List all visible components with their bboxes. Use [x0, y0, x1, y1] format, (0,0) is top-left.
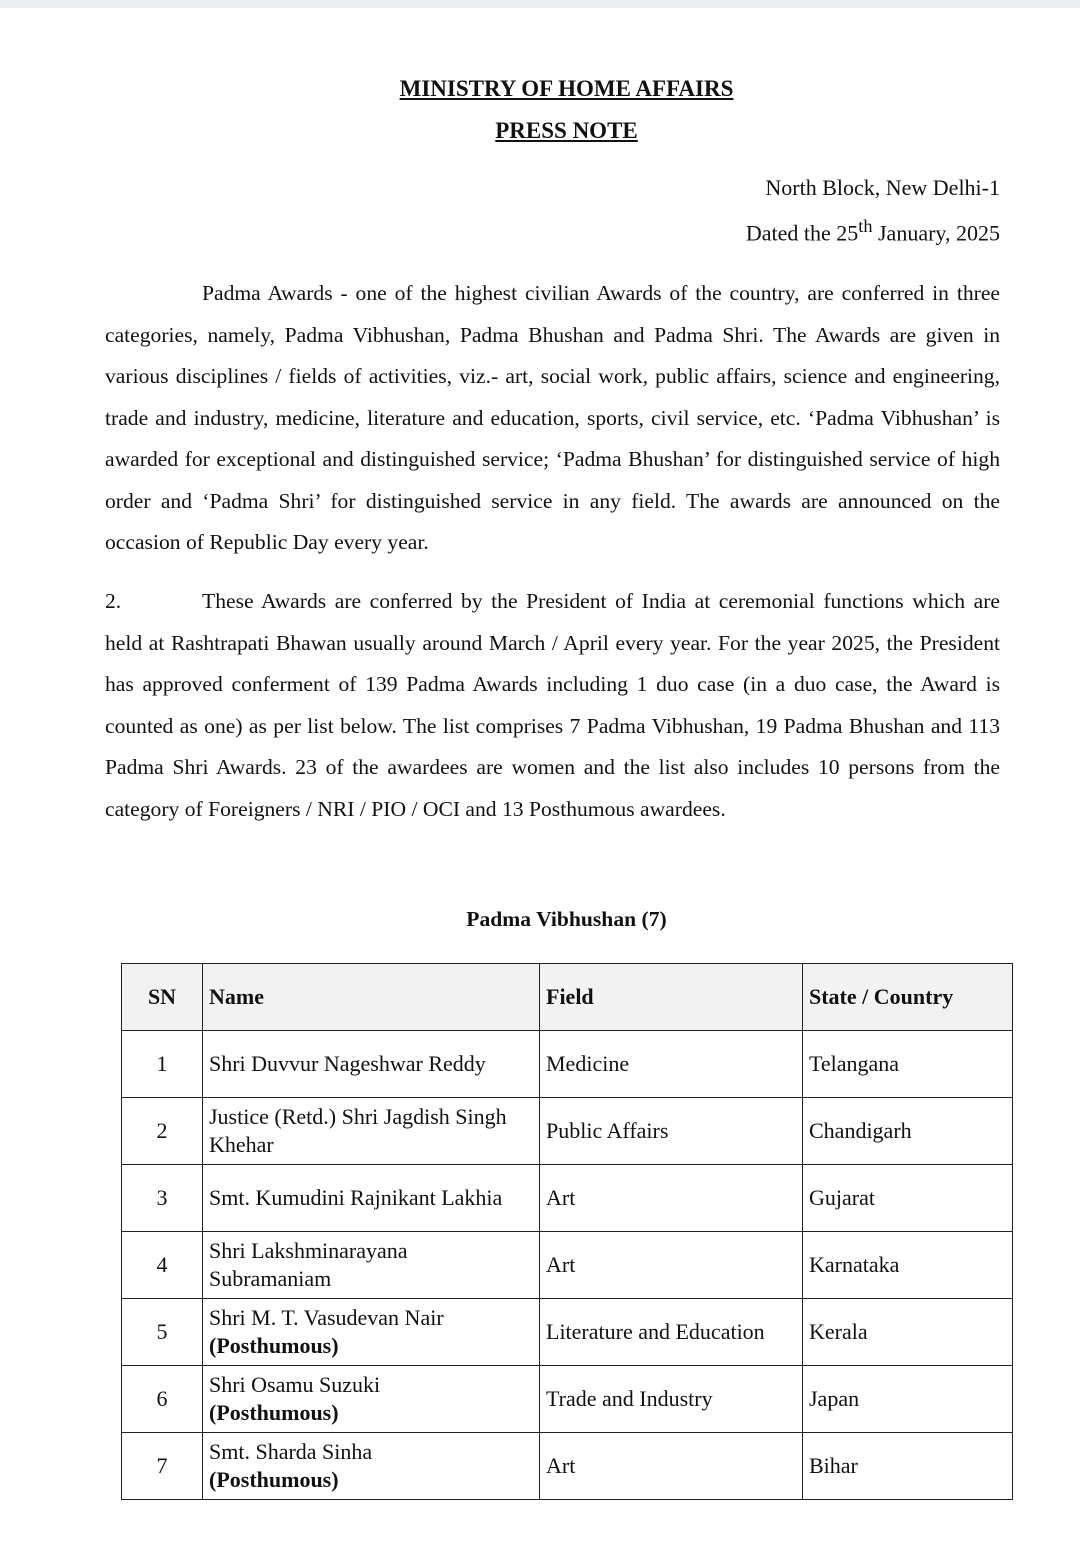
cell-state: Bihar	[803, 1433, 1013, 1500]
cell-sn: 3	[122, 1165, 203, 1232]
cell-field: Medicine	[540, 1031, 803, 1098]
cell-state: Karnataka	[803, 1232, 1013, 1299]
cell-field: Literature and Education	[540, 1299, 803, 1366]
paragraph-2-text: These Awards are conferred by the President of India at ceremonial functions which are held at Rashtrapati Bhawan usually around March / April every year. For the year 2025, the President has approved conferment of 139 Padma Awards including 1 duo case (in a duo case, the Award is counted as one) as per list below. The list comprises 7 Padma Vibhushan, 19 Padma Bhushan and 113 Padma Shri Awards. 23 of the awardees are women and the list also includes 10 persons from the category of Foreigners / NRI / PIO / OCI and 13 Posthumous awardees.	[105, 589, 1000, 821]
cell-sn: 7	[122, 1433, 203, 1500]
table-row	[122, 1433, 1013, 1500]
table-row	[122, 1031, 1013, 1098]
posthumous-note: (Posthumous)	[209, 1400, 339, 1425]
awardee-name: Smt. Sharda Sinha	[209, 1439, 373, 1464]
cell-state: Chandigarh	[803, 1098, 1013, 1165]
press-note-heading: PRESS NOTE	[495, 118, 638, 143]
table-row	[122, 1299, 1013, 1366]
address-line: North Block, New Delhi-1	[765, 175, 1000, 200]
cell-field: Public Affairs	[540, 1098, 803, 1165]
table-body	[122, 1031, 1013, 1500]
table-header-row	[122, 964, 1013, 1031]
cell-state: Telangana	[803, 1031, 1013, 1098]
awards-table	[121, 963, 1013, 1500]
cell-state: Gujarat	[803, 1165, 1013, 1232]
awardee-name: Smt. Kumudini Rajnikant Lakhia	[209, 1185, 503, 1210]
paragraph-2	[105, 581, 1000, 830]
cell-sn: 2	[122, 1098, 203, 1165]
ministry-heading: MINISTRY OF HOME AFFAIRS	[399, 76, 734, 101]
cell-sn: 4	[122, 1232, 203, 1299]
paragraph-number: 2.	[105, 589, 122, 613]
table-row	[122, 1165, 1013, 1232]
cell-name	[203, 1165, 540, 1232]
awardee-name: Shri M. T. Vasudevan Nair	[209, 1305, 444, 1330]
cell-state: Japan	[803, 1366, 1013, 1433]
cell-field: Trade and Industry	[540, 1366, 803, 1433]
cell-name	[203, 1299, 540, 1366]
header-name: Name	[203, 964, 540, 1031]
date-prefix: Dated the 25	[745, 220, 859, 246]
cell-sn: 6	[122, 1366, 203, 1433]
cell-field: Art	[540, 1232, 803, 1299]
cell-name	[203, 1433, 540, 1500]
table-row	[122, 1366, 1013, 1433]
cell-name	[203, 1232, 540, 1299]
cell-field: Art	[540, 1433, 803, 1500]
date-suffix: January, 2025	[872, 220, 1000, 246]
section-title: Padma Vibhushan (7)	[466, 907, 667, 931]
cell-state: Kerala	[803, 1299, 1013, 1366]
awardee-name: Shri Lakshminarayana Subramaniam	[209, 1238, 408, 1291]
viewer-top-bar	[0, 0, 1080, 8]
cell-field: Art	[540, 1165, 803, 1232]
awardee-name: Justice (Retd.) Shri Jagdish Singh Khehar	[209, 1104, 507, 1157]
header-field: Field	[540, 964, 803, 1031]
header-sn: SN	[122, 964, 203, 1031]
cell-sn: 1	[122, 1031, 203, 1098]
table-row	[122, 1232, 1013, 1299]
cell-name	[203, 1098, 540, 1165]
posthumous-note: (Posthumous)	[209, 1333, 339, 1358]
cell-sn: 5	[122, 1299, 203, 1366]
table-row	[122, 1098, 1013, 1165]
date-line	[746, 216, 1000, 246]
cell-name	[203, 1031, 540, 1098]
cell-name	[203, 1366, 540, 1433]
date-ordinal: th	[858, 216, 873, 236]
awardee-name: Shri Osamu Suzuki	[209, 1372, 381, 1397]
header-state: State / Country	[803, 964, 1013, 1031]
posthumous-note: (Posthumous)	[209, 1467, 339, 1492]
paragraph-1: Padma Awards - one of the highest civilian Awards of the country, are conferred in three categories, namely, Padma Vibhushan, Padma Bhushan and Padma Shri. The Awards are given in various disciplines / fields of activities, viz.- art, social work, public affairs, science and engineering, trade and industry, medicine, literature and education, sports, civil service, etc. ‘Padma Vibhushan’ is awarded for exceptional and distinguished service; ‘Padma Bhushan’ for distinguished service of high order and ‘Padma Shri’ for distinguished service in any field. The awards are announced on the occasion of Republic Day every year.	[105, 281, 1000, 554]
awardee-name: Shri Duvvur Nageshwar Reddy	[209, 1051, 486, 1076]
